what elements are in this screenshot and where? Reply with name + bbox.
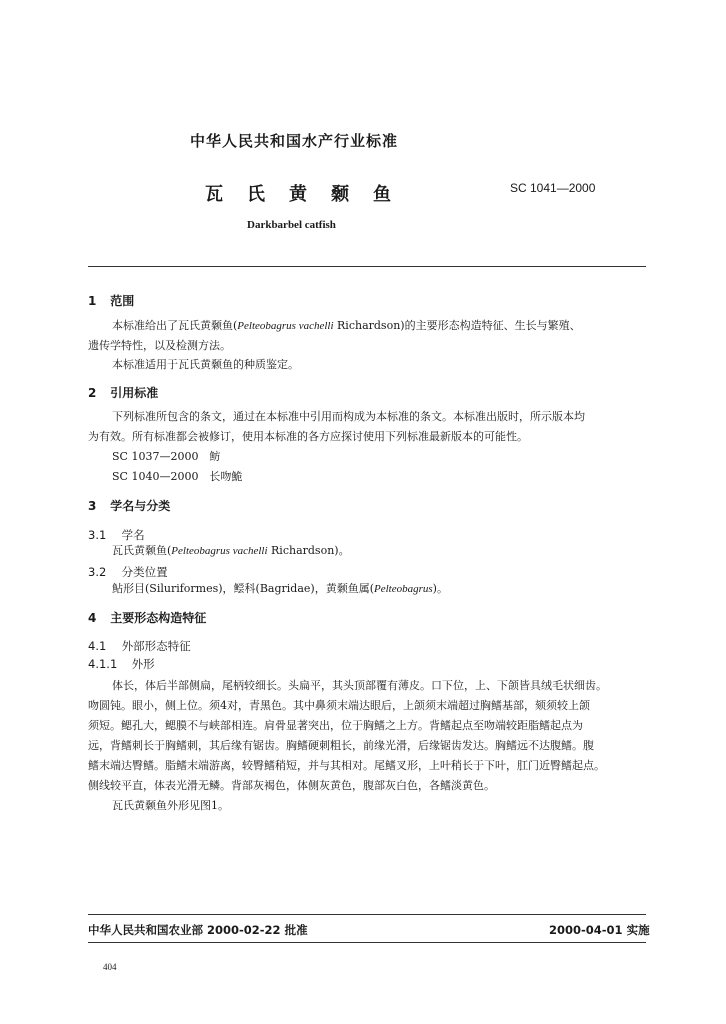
approval-line: 中华人民共和国农业部 2000-02-22 批准: [88, 923, 308, 937]
paragraph: [112, 541, 350, 561]
body-line: 远，背鳍刺长于胸鳍刺，其后缘有锯齿。胸鳍硬刺粗长，前缘光滑，后缘锯齿发达。胸鳍远不达腹鳍。腹: [88, 739, 594, 752]
header-rule: [88, 266, 646, 267]
text: Richardson)的主要形态构造特征、生长与繁殖、: [333, 319, 581, 332]
section-title: 引用标准: [110, 386, 159, 400]
text: )。: [432, 582, 448, 595]
paragraph: 为有效。所有标准都会被修订，使用本标准的各方应探讨使用下列标准最新版本的可能性。: [88, 430, 528, 443]
text: Richardson)。: [267, 544, 350, 557]
body-line: 体长，体后半部侧扁，尾柄较细长。头扁平，其头顶部覆有薄皮。口下位，上、下颌皆具绒毛状细齿。: [112, 679, 607, 692]
section-number: 4: [88, 611, 97, 625]
latin-name: Pelteobagrus: [374, 583, 433, 595]
subsection-4-1-heading: [88, 638, 191, 654]
subsection-title: 外形: [131, 657, 155, 671]
body-line: 须短。鳃孔大，鳃膜不与峡部相连。肩骨显著突出，位于胸鳍之上方。背鳍起点至吻端较距脂鳍起点为: [88, 719, 583, 732]
section-number: 3: [88, 499, 97, 513]
subsection-number: 4.1: [88, 639, 107, 653]
footer-rule: [88, 914, 646, 915]
text: 鲇形目(Siluriformes)，鲿科(Bagridae)，黄颡鱼属(: [112, 582, 374, 595]
body-line: 鳍末端达臀鳍。脂鳍末端游离，较臀鳍稍短，并与其相对。尾鳍叉形，上叶稍长于下叶，肛门近臀鳍起点。: [88, 759, 605, 772]
subsection-title: 分类位置: [121, 565, 168, 579]
paragraph: 下列标准所包含的条文，通过在本标准中引用而构成为本标准的条文。本标准出版时，所示版本均: [112, 410, 585, 423]
footer-rule-bottom: [88, 942, 646, 943]
subsection-title: 学名: [121, 528, 145, 542]
paragraph: 本标准适用于瓦氏黄颡鱼的种质鉴定。: [112, 358, 299, 371]
standard-code: SC 1041—2000: [510, 181, 596, 195]
org-title: 中华人民共和国水产行业标准: [190, 132, 399, 150]
section-title: 学名与分类: [110, 499, 171, 513]
section-title: 范围: [110, 294, 135, 308]
subsection-number: 3.1: [88, 528, 107, 542]
figure-note: 瓦氏黄颡鱼外形见图1。: [112, 799, 229, 812]
reference: SC 1037—2000 鲂: [112, 450, 221, 463]
section-1-heading: [88, 292, 134, 309]
section-number: 2: [88, 386, 97, 400]
subsection-4-1-1-heading: [88, 656, 155, 672]
paragraph: [112, 579, 448, 599]
text: 本标准给出了瓦氏黄颡鱼(: [112, 319, 238, 332]
reference: SC 1040—2000 长吻鮠: [112, 470, 243, 483]
body-line: 侧线较平直，体表光滑无鳞。背部灰褐色，体侧灰黄色，腹部灰白色，各鳍淡黄色。: [88, 779, 495, 792]
paragraph: [112, 316, 581, 336]
latin-name: Pelteobagrus vachelli: [237, 320, 334, 332]
standard-title-cn: 瓦氏黄颡鱼: [205, 184, 415, 205]
section-number: 1: [88, 294, 97, 308]
subsection-title: 外部形态特征: [121, 639, 191, 653]
standard-title-en: Darkbarbel catfish: [247, 219, 336, 231]
page-number: 404: [103, 962, 117, 972]
latin-name: Pelteobagrus vachelli: [171, 545, 268, 557]
implementation-date: 2000-04-01 实施: [549, 923, 650, 937]
section-2-heading: [88, 384, 158, 401]
paragraph: 遗传学特性，以及检测方法。: [88, 339, 231, 352]
section-3-heading: [88, 497, 170, 514]
subsection-3-2-heading: [88, 564, 168, 580]
body-line: 吻圆钝。眼小，侧上位。须4对，青黑色。其中鼻须末端达眼后，上颌须末端超过胸鳍基部，颏须较上颌: [88, 699, 590, 712]
section-title: 主要形态构造特征: [110, 611, 207, 625]
section-4-heading: [88, 609, 206, 626]
text: 瓦氏黄颡鱼(: [112, 544, 172, 557]
subsection-number: 4.1.1: [88, 657, 118, 671]
subsection-number: 3.2: [88, 565, 107, 579]
